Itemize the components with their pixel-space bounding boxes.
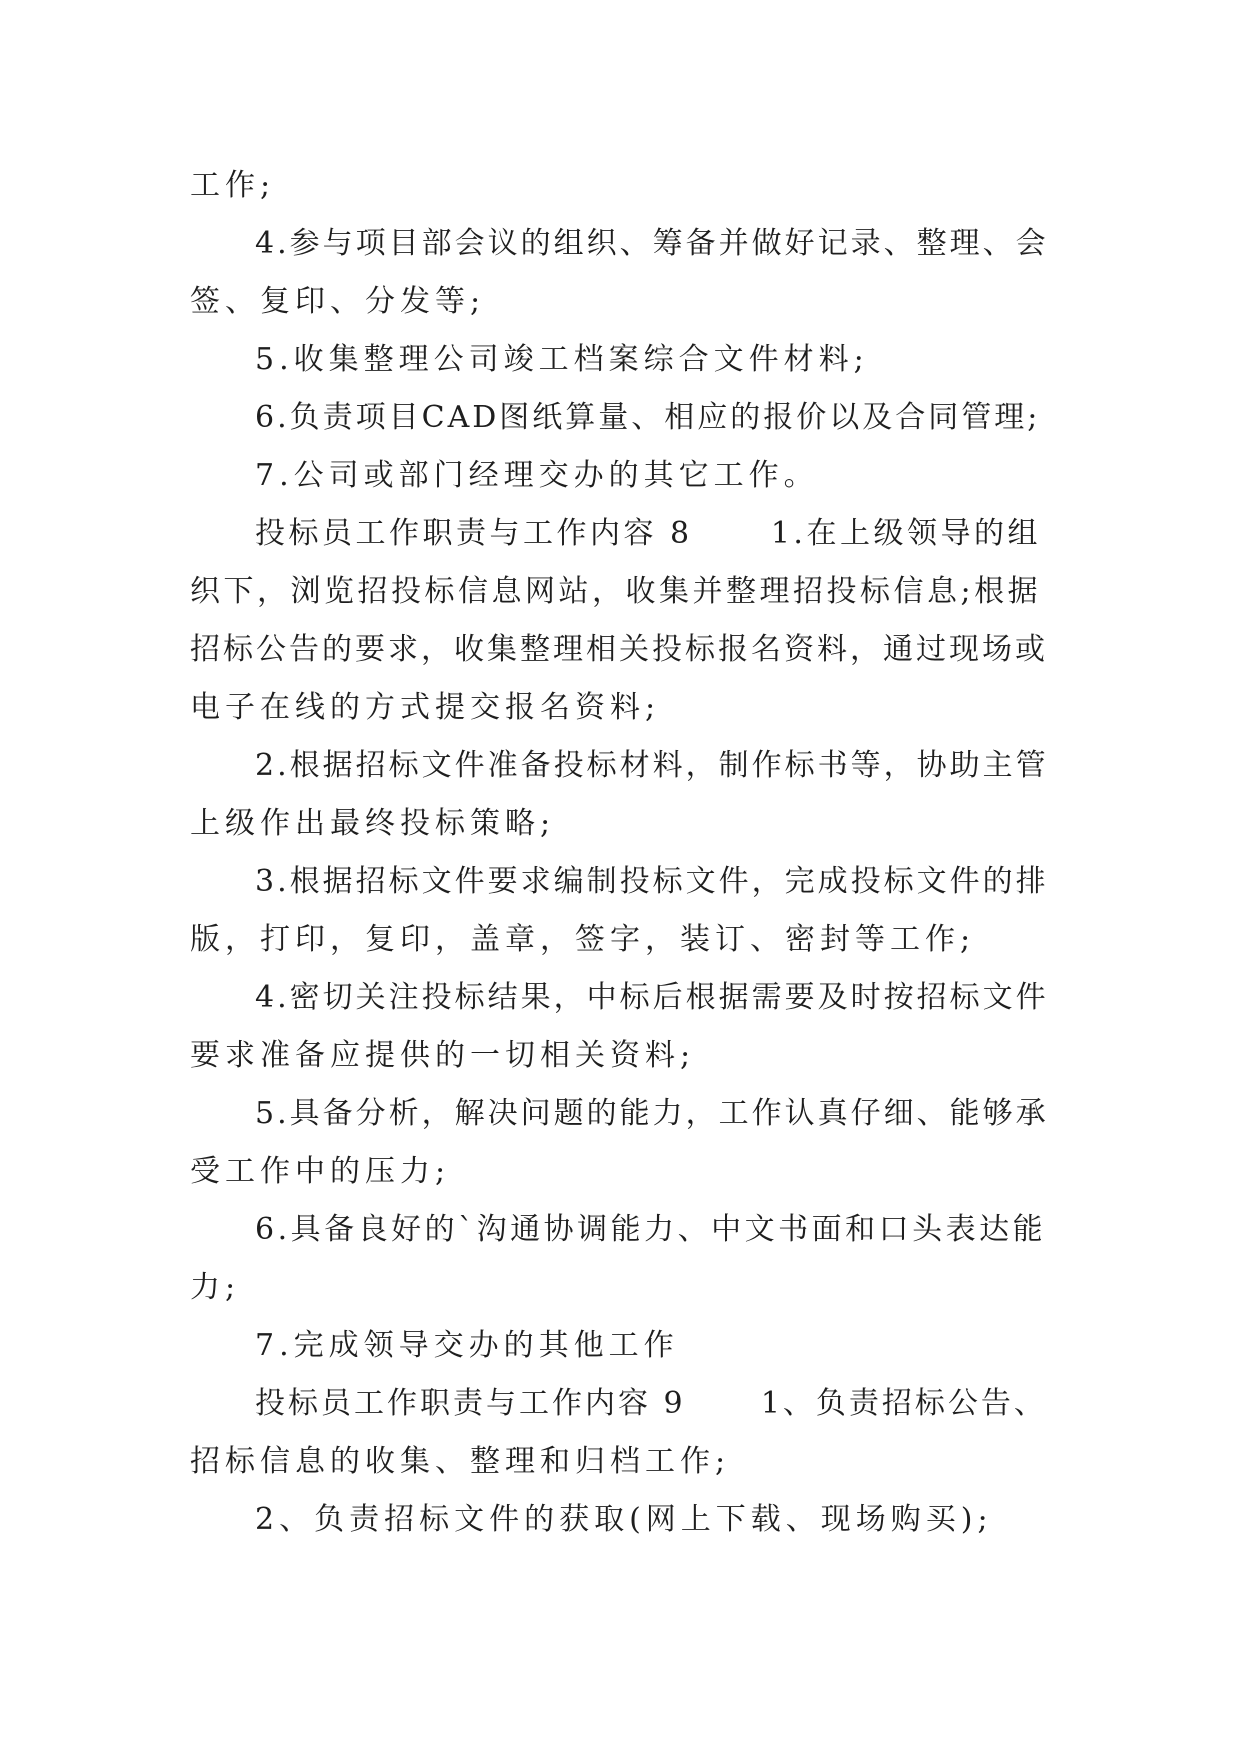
- text-line: 7.公司或部门经理交办的其它工作。: [255, 458, 819, 493]
- text-line: 3.根据招标文件要求编制投标文件，完成投标文件的排: [255, 864, 1049, 899]
- text-line: 6.负责项目CAD图纸算量、相应的报价以及合同管理;: [255, 400, 1041, 435]
- text-line: 4.密切关注投标结果，中标后根据需要及时按招标文件: [255, 980, 1049, 1015]
- text-line: 5.收集整理公司竣工档案综合文件材料;: [255, 342, 869, 377]
- text-line: 6.具备良好的`沟通协调能力、中文书面和口头表达能: [255, 1212, 1047, 1247]
- text-line: 招标公告的要求，收集整理相关投标报名资料，通过现场或: [190, 632, 1048, 667]
- text-line: 签、复印、分发等;: [190, 284, 486, 319]
- text-line: 7.完成领导交办的其他工作: [255, 1328, 679, 1363]
- text-line: 招标信息的收集、整理和归档工作;: [190, 1444, 731, 1479]
- text-line: 工作;: [190, 168, 276, 203]
- text-line: 2、负责招标文件的获取(网上下载、现场购买);: [255, 1502, 993, 1537]
- text-line: 4.参与项目部会议的组织、筹备并做好记录、整理、会: [255, 226, 1049, 261]
- text-line: 要求准备应提供的一切相关资料;: [190, 1038, 696, 1073]
- text-line: 2.根据招标文件准备投标材料，制作标书等，协助主管: [255, 748, 1049, 783]
- text-line: 投标员工作职责与工作内容 9 1、负责招标公告、: [255, 1386, 1047, 1421]
- text-line: 上级作出最终投标策略;: [190, 806, 556, 841]
- text-line: 力;: [190, 1270, 241, 1305]
- text-line: 受工作中的压力;: [190, 1154, 451, 1189]
- text-line: 版，打印，复印，盖章，签字，装订、密封等工作;: [190, 922, 976, 957]
- text-line: 电子在线的方式提交报名资料;: [190, 690, 661, 725]
- text-line: 织下，浏览招投标信息网站，收集并整理招投标信息;根据: [190, 574, 1042, 609]
- text-line: 5.具备分析，解决问题的能力，工作认真仔细、能够承: [255, 1096, 1049, 1131]
- text-line: 投标员工作职责与工作内容 8 1.在上级领导的组: [255, 516, 1041, 551]
